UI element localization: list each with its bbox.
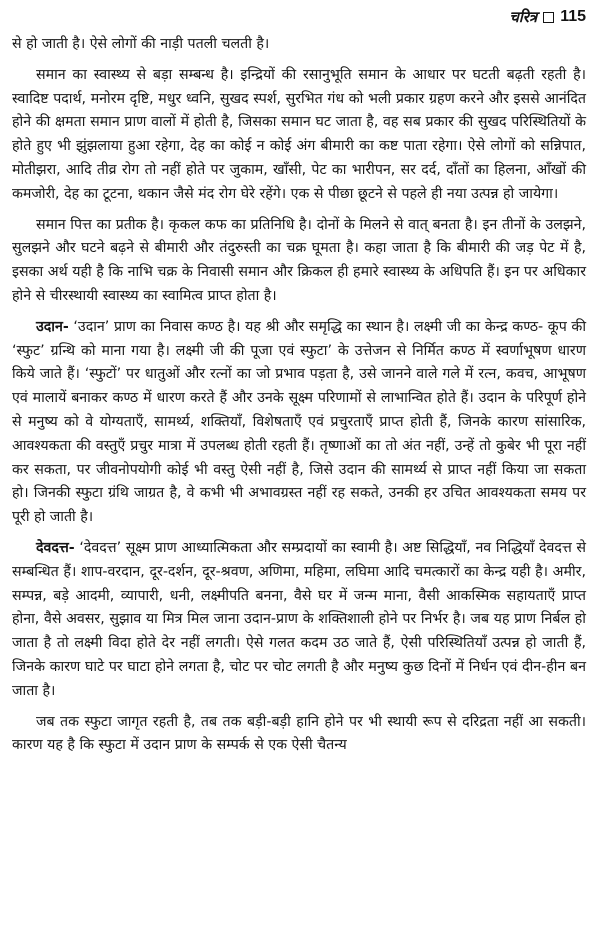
paragraph-text: ‘देवदत्त’ सूक्ष्म प्राण आध्यात्मिकता और सम्प्रदायों का स्वामी है। अष्ट सिद्धियाँ, नव निद्धियाँ देवदत्त से सम्बन्धित हैं। शाप-वरदान, दूर-दर्शन, दूर-श्रवण, अणिमा, महिमा, लघिमा आदि चमत्कारों का केन्द्र यही है। अमीर, सम्पन्न, बड़े आदमी, व्यापारी, धनी, लक्ष्मीपति बनना, वैसे घर में जन्म माना, वैसी आकस्मिक सहायताएँ प्राप्त होना, वैसे अवसर, सुझाव या मित्र मिल जाना उदान-प्राण के शक्तिशाली होने पर निर्भर है। जब यह प्राण निर्बल हो जाता है तो लक्ष्मी विदा होते देर नहीं लगती। ऐसे गलत कदम उठ जाते हैं, ऐसी परिस्थितियाँ उत्पन्न हो जाती हैं, जिनके कारण घाटे पर घाटा होने लगता है, चोट पर चोट लगती है और मनुष्य कुछ दिनों में निर्धन एवं दीन-हीन बन जाता है। xyxy=(12,539,586,699)
paragraph-text: जब तक स्फुटा जागृत रहती है, तब तक बड़ी-बड़ी हानि होने पर भी स्थायी रूप से दरिद्रता नहीं आ सकती। कारण यह है कि स्फुटा में उदान प्राण के सम्पर्क से एक ऐसी चैतन्य xyxy=(12,713,586,754)
running-header xyxy=(509,4,586,30)
paragraph-continued xyxy=(12,33,586,57)
page-number: 115 xyxy=(560,8,586,25)
paragraph-text: ‘उदान’ प्राण का निवास कण्ठ है। यह श्री और समृद्धि का स्थान है। लक्ष्मी जी का केन्द्र कण्ठ- कूप की ‘स्फुट’ ग्रन्थि को माना गया है। लक्ष्मी जी की पूजा एवं स्फुटा’ के उत्तेजन से निर्मित कण्ठ में स्वर्णाभूषण धारण किये जाते हैं। ‘स्फुटों’ पर धातुओं और रत्नों का जो प्रभाव पड़ता है, उसे जानने वाले गले में रत्न, कवच, आभूषण एवं मालायें बनाकर कण्ठ में धारण करते हैं और उनके सूक्ष्म परिणामों से लाभान्वित होते हैं। उदान के परिपूर्ण होने से मनुष्य को वे योग्यताएँ, सामर्थ्य, शक्तियाँ, विशेषताएँ एवं प्रचुरताएँ प्राप्त होती हैं, जिनके कारण सांसारिक, आवश्यकता की वस्तुएँ प्रचुर मात्रा में उपलब्ध होती रहती हैं। तृष्णाओं का तो अंत नहीं, उन्हें तो कुबेर भी पूरा नहीं कर सकता, पर जीवनोपयोगी कोई भी वस्तु ऐसी नहीं है, जिसे उदान की सामर्थ्य से प्राप्त नहीं किया जा सकता हो। जिनकी स्फुटा ग्रंथि जाग्रत है, वे कभी भी अभावग्रस्त नहीं रह सकते, उनकी हर उचित आवश्यकता समय पर पूरी हो जाती है। xyxy=(12,318,586,526)
paragraph-text: समान पित्त का प्रतीक है। कृकल कफ का प्रतिनिधि है। दोनों के मिलने से वात् बनता है। इन तीनों के उलझने, सुलझने और घटने बढ़ने से बीमारी और तंदुरुस्ती का चक्र घूमता है। कहा जाता है कि बीमारी की जड़ पेट में है, इसका अर्थ यही है कि नाभि चक्र के निवासी समान और क्रिकल ही हमारे स्वास्थ्य के अधिपति हैं। इन पर अधिकार होने से चीरस्थायी स्वास्थ्य का स्वामित्व प्राप्त होता है। xyxy=(12,216,586,304)
paragraph-samaan-health xyxy=(12,64,586,207)
paragraph-text: से हो जाती है। ऐसे लोगों की नाड़ी पतली चलती है। xyxy=(12,36,270,52)
square-bullet-icon xyxy=(543,12,554,23)
section-term-udaan: उदान- xyxy=(36,318,69,335)
paragraph-samaan-pitta xyxy=(12,214,586,309)
paragraph-devdatt xyxy=(12,537,586,704)
chapter-title: चरित्र xyxy=(509,8,538,26)
paragraph-text: समान का स्वास्थ्य से बड़ा सम्बन्ध है। इन्द्रियों की रसानुभूति समान के आधार पर घटती बढ़ती रहती है। स्वादिष्ट पदार्थ, मनोरम दृष्टि, मधुर ध्वनि, सुखद स्पर्श, सुरभित गंध को भली प्रकार ग्रहण करने और इससे आनंदित होने की क्षमता समान प्राण वालों में होती है, जिसका समान घट जाता है, वह सब प्रकार की सुखद परिस्थितियों के होते हुए भी झुंझलाया हुआ रहेगा, देह का कोई न कोई अंग बीमारी का कष्ट पाता रहेगा। ऐसे लोगों को सन्निपात, मोतीझरा, आदि तीव्र रोग तो नहीं होते पर जुकाम, खाँसी, पेट का भारीपन, सर दर्द, दाँतों का हिलना, आँखों की कमजोरी, देह का टूटना, थकान जैसे मंद रोग घेरे रहेंगे। एक से पीछा छूटने से पहले ही नया उत्पन्न हो जायेगा। xyxy=(12,66,586,202)
page-body xyxy=(12,33,586,765)
paragraph-udaan xyxy=(12,316,586,530)
section-term-devdatt: देवदत्त- xyxy=(36,539,75,556)
paragraph-sphuta xyxy=(12,711,586,759)
